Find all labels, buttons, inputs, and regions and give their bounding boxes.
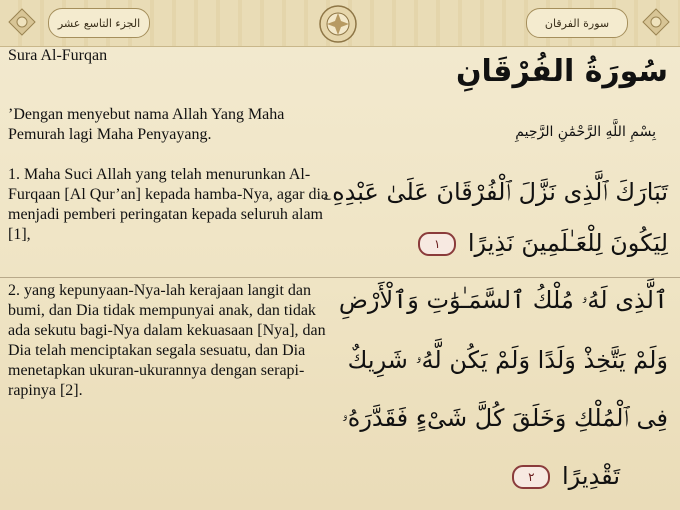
verse-1-line-2 — [418, 229, 668, 257]
verse-2-line-4-text: تَقْدِيرًا — [561, 462, 620, 490]
surah-title-translation: Sura Al-Furqan — [8, 47, 108, 64]
ayah-marker-icon: ١ — [418, 232, 456, 256]
ornament-icon — [8, 8, 36, 36]
verse-1-line-2-text: لِيَكُونَ لِلْعَـٰلَمِينَ نَذِيرًا — [467, 229, 668, 257]
verse-1-translation: 1. Maha Suci Allah yang telah menurunkan Al-Furqaan [Al Qur’an] kepada hamba-Nya, agar dia menjadi pemberi peringatan kepada seluruh alam [1], — [8, 166, 329, 243]
verse-2-translation: 2. yang kepunyaan-Nya-lah kerajaan langit dan bumi, dan Dia tidak mempunyai anak, dan tidak ada sekutu bagi-Nya dalam kekuasaan [Nya], dan Dia telah menciptakan segala sesuatu, dan Dia menetapkan ukuran-ukurannya dengan serapi-rapinya [2]. — [8, 282, 326, 399]
verse-2-line-3: فِى ٱلْمُلْكِ وَخَلَقَ كُلَّ شَىْءٍ فَقَدَّرَهُۥ — [341, 404, 668, 432]
ornamental-header — [0, 0, 680, 47]
verse-divider — [0, 277, 680, 278]
juz-label: الجزء التاسع عشر — [48, 8, 150, 38]
verse-1-line-1: تَبَارَكَ ٱلَّذِى نَزَّلَ ٱلْفُرْقَانَ عَلَىٰ عَبْدِهِۦ — [322, 178, 668, 206]
surah-label: سورة الفرقان — [526, 8, 628, 38]
ornament-icon — [642, 8, 670, 36]
basmalah-arabic: بِسْمِ اللَّهِ الرَّحْمَٰنِ الرَّحِيمِ — [515, 124, 656, 140]
medallion-icon — [318, 4, 358, 44]
verse-2-line-2: وَلَمْ يَتَّخِذْ وَلَدًا وَلَمْ يَكُن لَّهُۥ شَرِيكٌ — [347, 346, 668, 374]
ayah-marker-icon: ٢ — [512, 465, 550, 489]
basmalah-translation: ʼDengan menyebut nama Allah Yang Maha Pemurah lagi Maha Penyayang. — [8, 106, 285, 143]
verse-2-line-4 — [512, 462, 620, 490]
surah-title-arabic: سُورَةُ الفُرْقَانِ — [455, 54, 668, 89]
verse-2-line-1: ٱلَّذِى لَهُۥ مُلْكُ ٱلسَّمَـٰوَٰتِ وَٱلْأَرْضِ — [338, 286, 668, 314]
